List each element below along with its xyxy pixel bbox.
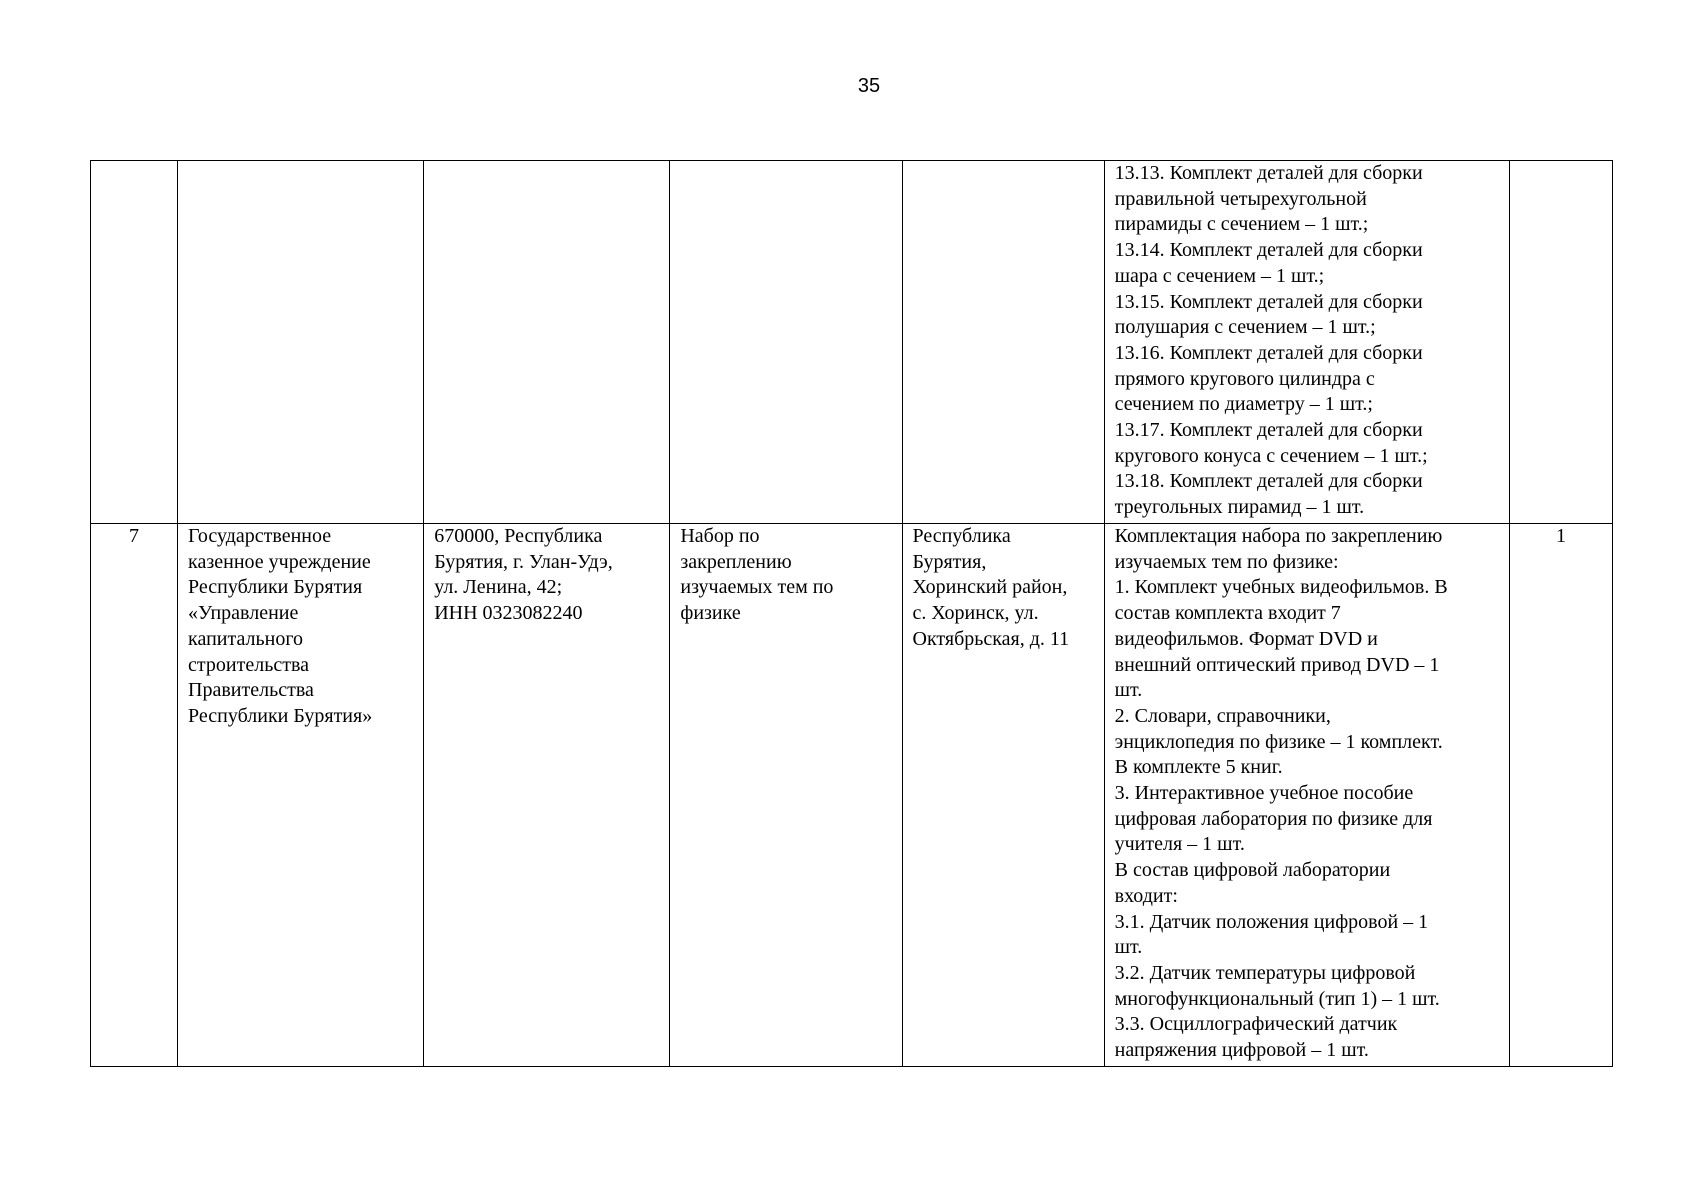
organization-line: капитального xyxy=(188,627,304,650)
spec-line: правильной четырехугольной xyxy=(1114,187,1367,210)
spec-line: В состав цифровой лаборатории xyxy=(1114,859,1391,882)
cell-number-empty xyxy=(91,161,178,524)
item-line: физике xyxy=(680,602,741,625)
spec-line: напряжения цифровой – 1 шт. xyxy=(1114,1039,1369,1062)
spec-line: кругового конуса с сечением – 1 шт.; xyxy=(1114,444,1428,467)
spec-line: 13.14. Комплект деталей для сборки xyxy=(1114,239,1423,262)
cell-row-number: 7 xyxy=(91,524,178,1067)
spec-line: 3.2. Датчик температуры цифровой xyxy=(1114,961,1416,984)
table-row-7 xyxy=(91,524,1613,1067)
cell-item xyxy=(670,524,902,1067)
delivery-line: с. Хоринск, ул. xyxy=(912,602,1039,625)
spec-line: сечением по диаметру – 1 шт.; xyxy=(1114,393,1373,416)
organization-line: Республики Бурятия» xyxy=(188,704,373,727)
cell-quantity: 1 xyxy=(1509,524,1612,1067)
delivery-line: Хоринский район, xyxy=(912,576,1068,599)
address-line: ул. Ленина, 42; xyxy=(434,576,563,599)
spec-line: 13.18. Комплект деталей для сборки xyxy=(1114,470,1423,493)
spec-line: цифровая лаборатория по физике для xyxy=(1114,807,1433,830)
spec-line: входит: xyxy=(1114,884,1178,907)
spec-line: шт. xyxy=(1114,936,1143,959)
organization-line: Правительства xyxy=(188,679,314,702)
spec-line: изучаемых тем по физике: xyxy=(1114,550,1339,573)
spec-line: Комплектация набора по закреплению xyxy=(1114,525,1443,547)
table-row-continuation xyxy=(91,161,1613,524)
spec-line: 3.3. Осциллографический датчик xyxy=(1114,1013,1398,1036)
cell-organization-empty xyxy=(178,161,424,524)
spec-line: энциклопедия по физике – 1 комплект. xyxy=(1114,730,1443,753)
address-line: ИНН 0323082240 xyxy=(434,602,583,625)
spec-line: состав комплекта входит 7 xyxy=(1114,602,1341,625)
spec-line: многофункциональный (тип 1) – 1 шт. xyxy=(1114,987,1440,1010)
spec-line: 1. Комплект учебных видеофильмов. В xyxy=(1114,576,1448,599)
organization-line: Государственное xyxy=(188,525,332,547)
spec-line: 13.15. Комплект деталей для сборки xyxy=(1114,290,1423,313)
address-line: 670000, Республика xyxy=(434,525,603,547)
spec-line: полушария с сечением – 1 шт.; xyxy=(1114,316,1376,339)
organization-line: строительства xyxy=(188,653,310,676)
organization-line: казенное учреждение xyxy=(188,550,371,573)
cell-address xyxy=(424,524,670,1067)
spec-line: В комплекте 5 книг. xyxy=(1114,756,1283,779)
organization-line: «Управление xyxy=(188,602,299,625)
cell-specification-continued xyxy=(1104,161,1509,524)
cell-organization xyxy=(178,524,424,1067)
delivery-line: Республика xyxy=(912,525,1011,547)
delivery-line: Октябрьская, д. 11 xyxy=(912,627,1070,650)
spec-line: учителя – 1 шт. xyxy=(1114,833,1245,856)
spec-line: 13.17. Комплект деталей для сборки xyxy=(1114,419,1423,442)
cell-quantity-empty xyxy=(1509,161,1612,524)
spec-line: шара с сечением – 1 шт.; xyxy=(1114,264,1325,287)
equipment-table xyxy=(90,160,1613,1067)
spec-line: 3. Интерактивное учебное пособие xyxy=(1114,782,1414,805)
cell-item-empty xyxy=(670,161,902,524)
spec-line: 13.13. Комплект деталей для сборки xyxy=(1114,162,1423,184)
item-line: изучаемых тем по xyxy=(680,576,834,599)
spec-line: шт. xyxy=(1114,679,1143,702)
cell-specification xyxy=(1104,524,1509,1067)
spec-line: 3.1. Датчик положения цифровой – 1 xyxy=(1114,910,1429,933)
delivery-line: Бурятия, xyxy=(912,550,987,573)
page-number: 35 xyxy=(857,75,881,97)
spec-line: пирамиды с сечением – 1 шт.; xyxy=(1114,213,1369,236)
spec-line: внешний оптический привод DVD – 1 xyxy=(1114,653,1440,676)
spec-line: 2. Словари, справочники, xyxy=(1114,704,1331,727)
item-line: Набор по xyxy=(680,525,760,547)
spec-line: прямого кругового цилиндра с xyxy=(1114,367,1375,390)
item-line: закреплению xyxy=(680,550,792,573)
cell-delivery-address xyxy=(902,524,1104,1067)
spec-line: видеофильмов. Формат DVD и xyxy=(1114,627,1378,650)
spec-line: 13.16. Комплект деталей для сборки xyxy=(1114,341,1423,364)
address-line: Бурятия, г. Улан-Удэ, xyxy=(434,550,613,573)
cell-address-empty xyxy=(424,161,670,524)
organization-line: Республики Бурятия xyxy=(188,576,363,599)
cell-delivery-empty xyxy=(902,161,1104,524)
spec-line: треугольных пирамид – 1 шт. xyxy=(1114,496,1365,519)
